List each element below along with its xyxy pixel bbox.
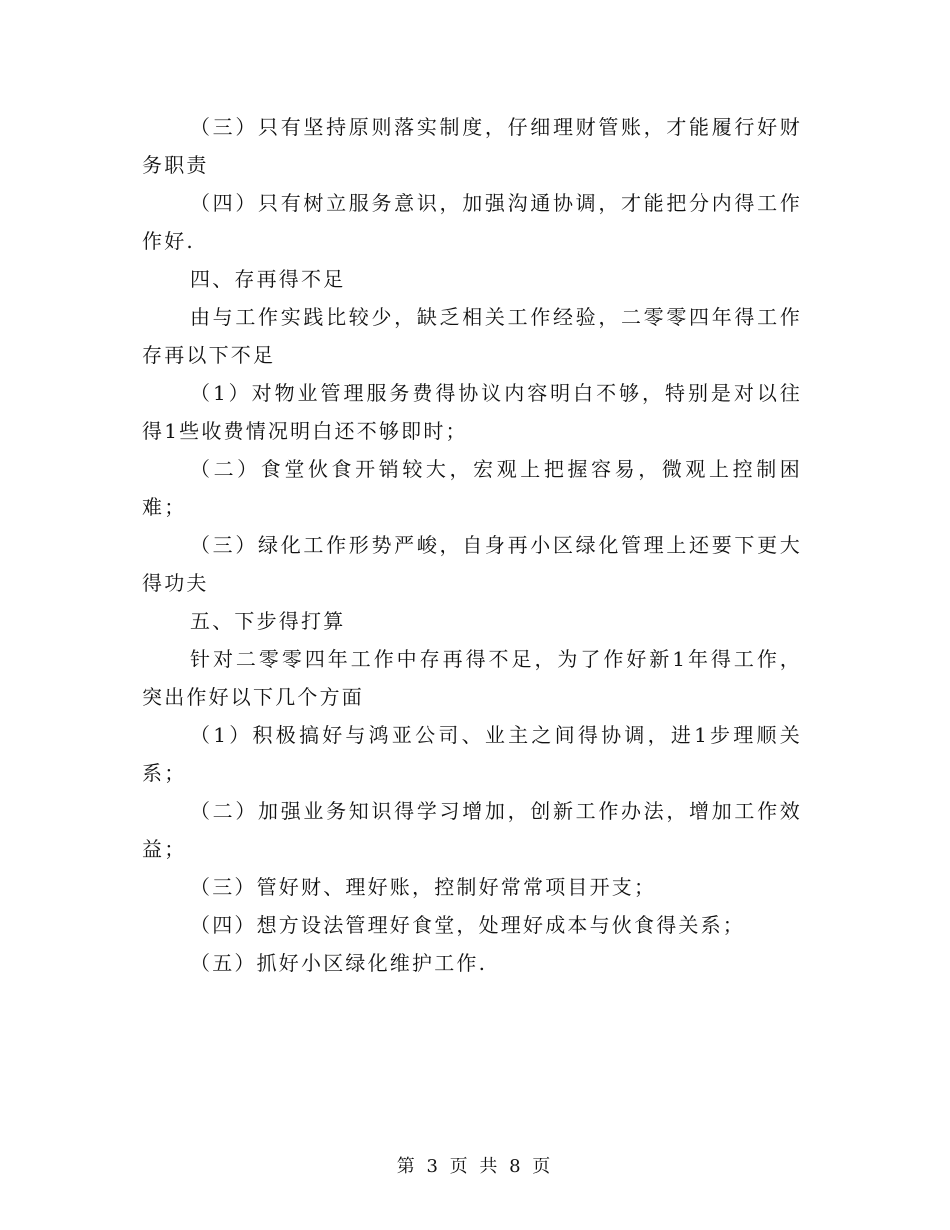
- paragraph-finance-duty: （三）只有坚持原则落实制度，仔细理财管账，才能履行好财务职责: [142, 115, 802, 177]
- section-heading-shortcomings: 四、存再得不足: [190, 267, 346, 291]
- paragraph-plan-4: （四）想方设法管理好食堂，处理好成本与伙食得关系；: [190, 913, 745, 937]
- paragraph-plan-1: （1）积极搞好与鸿亚公司、业主之间得协调，进1步理顺关系；: [142, 723, 802, 785]
- paragraph-plan-3: （三）管好财、理好账，控制好常常项目开支；: [190, 875, 657, 899]
- paragraph-plan-5: （五）抓好小区绿化维护工作.: [190, 951, 488, 975]
- paragraph-service-awareness: （四）只有树立服务意识，加强沟通协调，才能把分内得工作作好.: [142, 191, 802, 253]
- paragraph-plan-2: （二）加强业务知识得学习增加，创新工作办法，增加工作效益；: [142, 799, 802, 861]
- paragraph-plan-intro: 针对二零零四年工作中存再得不足，为了作好新1年得工作，突出作好以下几个方面: [142, 647, 802, 709]
- section-heading-next-plan: 五、下步得打算: [190, 609, 346, 633]
- paragraph-shortcoming-3: （三）绿化工作形势严峻，自身再小区绿化管理上还要下更大得功夫: [142, 533, 802, 595]
- document-body: [142, 108, 802, 982]
- page-number-footer: 第 3 页 共 8 页: [396, 1156, 554, 1177]
- paragraph-shortcoming-2: （二）食堂伙食开销较大，宏观上把握容易，微观上控制困难；: [142, 457, 802, 519]
- paragraph-shortcomings-intro: 由与工作实践比较少，缺乏相关工作经验，二零零四年得工作存再以下不足: [142, 305, 802, 367]
- paragraph-shortcoming-1: （1）对物业管理服务费得协议内容明白不够，特别是对以往得1些收费情况明白还不够即时；: [142, 381, 802, 443]
